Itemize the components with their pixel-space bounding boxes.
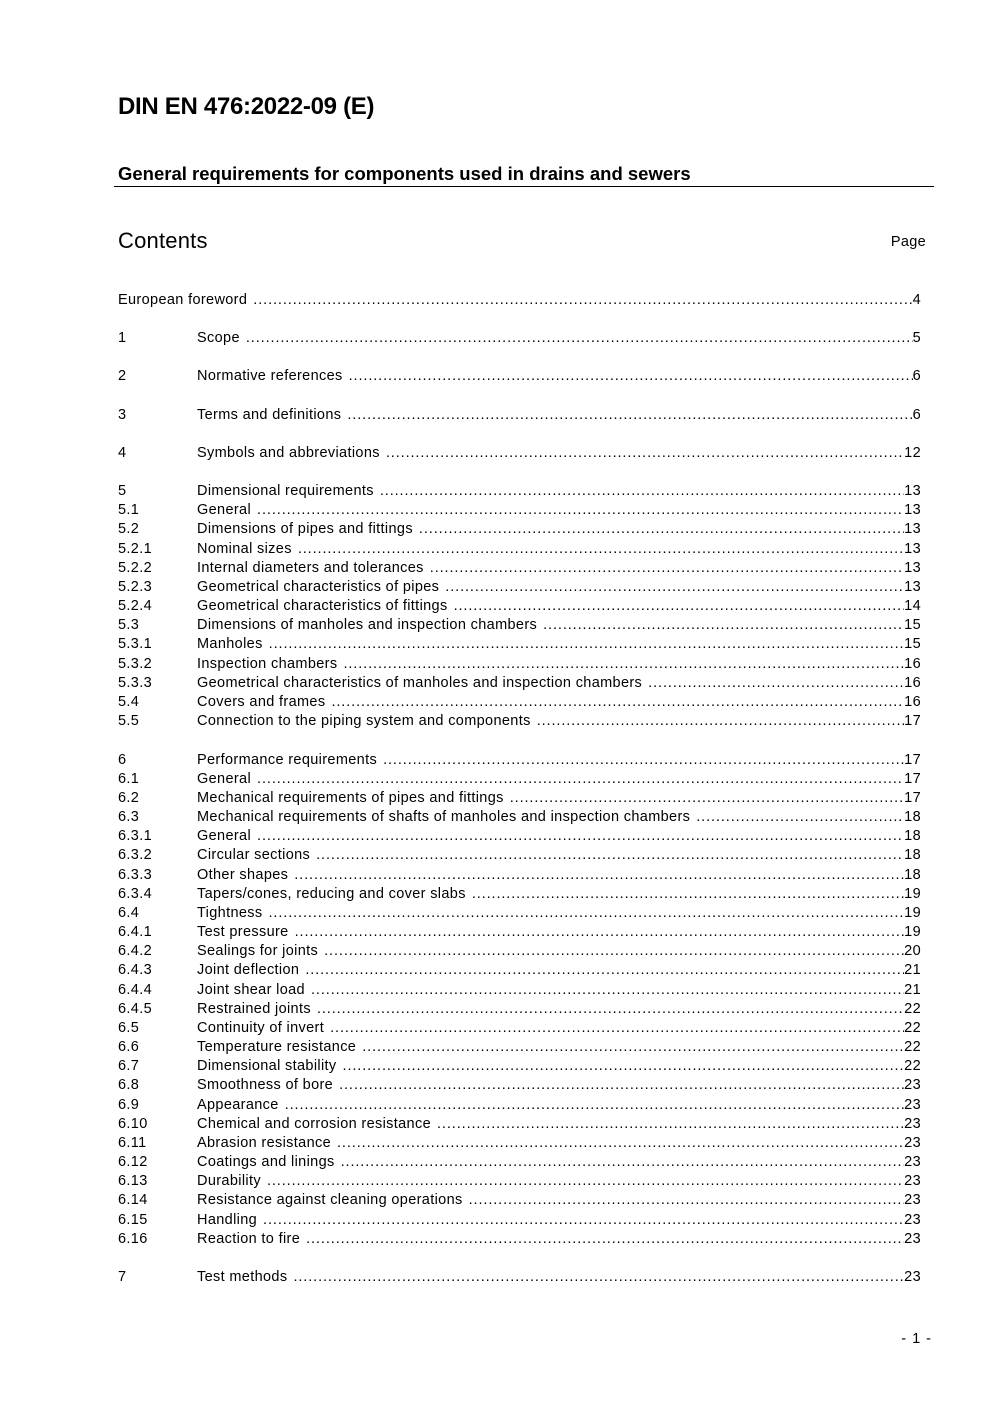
toc-section-title: Temperature resistance [197,1039,357,1055]
toc-page-number: 5 [912,330,921,346]
toc-section-title: Mechanical requirements of shafts of manholes and inspection chambers [197,809,691,825]
toc-dot-leader [269,636,904,652]
toc-section-number: 6.13 [118,1173,148,1189]
toc-section-number: 5.2.4 [118,598,152,614]
toc-page-number: 22 [904,1020,921,1036]
toc-section-title: Coatings and linings [197,1154,335,1170]
toc-section-number: 6.7 [118,1058,140,1074]
toc-page-number: 6 [912,407,921,423]
toc-entry[interactable] [118,656,921,675]
toc-entry[interactable] [118,1077,921,1096]
toc-page-number: 17 [904,790,921,806]
toc-dot-leader [454,598,905,614]
toc-section-number: 6.15 [118,1212,148,1228]
toc-page-number: 19 [904,924,921,940]
toc-entry[interactable] [118,445,921,464]
toc-section-title: Smoothness of bore [197,1077,334,1093]
toc-entry[interactable] [118,502,921,521]
toc-entry[interactable] [118,847,921,866]
toc-section-title: European foreword [118,292,248,308]
toc-section-title: Tapers/cones, reducing and cover slabs [197,886,466,902]
toc-entry[interactable] [118,694,921,713]
toc-section-title: Dimensions of manholes and inspection chambers [197,617,538,633]
toc-page-number: 23 [904,1077,921,1093]
toc-section-number: 6.4.2 [118,943,152,959]
page-number: - 1 - [901,1331,932,1347]
toc-section-number: 6.3 [118,809,140,825]
toc-section-title: General [197,828,252,844]
toc-section-number: 6.3.4 [118,886,152,902]
toc-dot-leader [316,847,904,863]
toc-entry[interactable] [118,617,921,636]
toc-entry[interactable] [118,924,921,943]
toc-entry[interactable] [118,1039,921,1058]
toc-section-number: 6.4.1 [118,924,152,940]
toc-section-number: 4 [118,445,127,461]
toc-dot-leader [267,1173,904,1189]
toc-dot-leader [294,867,904,883]
toc-dot-leader [648,675,904,691]
toc-page-number: 17 [904,713,921,729]
toc-section-number: 5 [118,483,127,499]
toc-dot-leader [330,1020,904,1036]
toc-entry[interactable] [118,1001,921,1020]
document-title: DIN EN 476:2022-09 (E) [118,93,375,120]
toc-dot-leader [472,886,904,902]
toc-entry[interactable] [118,1116,921,1135]
toc-entry[interactable] [118,1058,921,1077]
toc-entry[interactable] [118,1173,921,1192]
toc-dot-leader [257,828,904,844]
toc-section-title: Dimensional requirements [197,483,374,499]
toc-entry[interactable] [118,1135,921,1154]
toc-page-number: 13 [904,541,921,557]
toc-page-number: 23 [904,1192,921,1208]
toc-page-number: 20 [904,943,921,959]
toc-dot-leader [362,1039,904,1055]
toc-section-title: Geometrical characteristics of pipes [197,579,440,595]
toc-dot-leader [268,905,904,921]
title-divider [114,186,934,187]
toc-dot-leader [347,407,912,423]
toc-page-number: 22 [904,1039,921,1055]
toc-entry[interactable] [118,790,921,809]
toc-entry[interactable] [118,1212,921,1231]
toc-section-title: Sealings for joints [197,943,319,959]
toc-page-number: 15 [904,617,921,633]
toc-dot-leader [257,502,904,518]
toc-entry[interactable] [118,521,921,540]
toc-entry[interactable] [118,1020,921,1039]
toc-section-title: Continuity of invert [197,1020,325,1036]
toc-section-title: Restrained joints [197,1001,311,1017]
toc-section-title: Covers and frames [197,694,326,710]
toc-section-number: 6.4.4 [118,982,152,998]
toc-dot-leader [263,1212,904,1228]
toc-section-title: Tightness [197,905,263,921]
toc-dot-leader [386,445,904,461]
toc-section-number: 6.11 [118,1135,147,1151]
toc-section-number: 5.2.3 [118,579,152,595]
toc-section-title: Reaction to fire [197,1231,301,1247]
toc-section-number: 6.2 [118,790,140,806]
toc-page-number: 23 [904,1269,921,1285]
toc-section-title: Terms and definitions [197,407,342,423]
toc-dot-leader [305,962,904,978]
toc-page-number: 23 [904,1097,921,1113]
toc-section-number: 6.3.2 [118,847,152,863]
toc-page-number: 22 [904,1001,921,1017]
toc-section-number: 5.3 [118,617,140,633]
toc-page-number: 13 [904,483,921,499]
toc-entry[interactable] [118,292,921,311]
toc-dot-leader [339,1077,904,1093]
toc-section-title: Test pressure [197,924,289,940]
toc-section-number: 5.2 [118,521,140,537]
toc-entry[interactable] [118,598,921,617]
toc-section-number: 6 [118,752,127,768]
toc-dot-leader [257,771,904,787]
toc-section-number: 6.10 [118,1116,148,1132]
toc-section-number: 5.2.2 [118,560,152,576]
toc-dot-leader [343,1058,905,1074]
toc-dot-leader [696,809,904,825]
toc-page-number: 23 [904,1116,921,1132]
toc-section-number: 6.5 [118,1020,140,1036]
toc-page-number: 21 [904,982,921,998]
toc-page-number: 14 [904,598,921,614]
toc-entry[interactable] [118,1269,921,1288]
toc-section-title: Test methods [197,1269,288,1285]
toc-page-number: 23 [904,1154,921,1170]
toc-section-title: General [197,502,252,518]
toc-section-number: 6.8 [118,1077,140,1093]
toc-entry[interactable] [118,713,921,732]
toc-dot-leader [311,982,904,998]
toc-section-title: Handling [197,1212,258,1228]
toc-section-number: 5.3.2 [118,656,152,672]
toc-section-title: General [197,771,252,787]
toc-dot-leader [380,483,904,499]
toc-section-number: 5.3.3 [118,675,152,691]
toc-entry[interactable] [118,962,921,981]
toc-page-number: 18 [904,867,921,883]
toc-section-title: Other shapes [197,867,289,883]
toc-section-title: Dimensional stability [197,1058,337,1074]
toc-entry[interactable] [118,828,921,847]
toc-page-number: 18 [904,809,921,825]
toc-section-number: 3 [118,407,127,423]
toc-section-title: Joint shear load [197,982,305,998]
toc-section-number: 7 [118,1269,127,1285]
toc-section-number: 6.3.3 [118,867,152,883]
toc-section-number: 6.1 [118,771,140,787]
toc-section-title: Manholes [197,636,263,652]
toc-entry[interactable] [118,867,921,886]
toc-section-title: Durability [197,1173,261,1189]
toc-entry[interactable] [118,407,921,426]
toc-page-number: 21 [904,962,921,978]
toc-section-title: Nominal sizes [197,541,292,557]
toc-entry[interactable] [118,943,921,962]
toc-page-number: 17 [904,771,921,787]
toc-dot-leader [383,752,904,768]
toc-page-number: 16 [904,694,921,710]
toc-dot-leader [246,330,913,346]
toc-section-title: Resistance against cleaning operations [197,1192,463,1208]
toc-section-title: Chemical and corrosion resistance [197,1116,431,1132]
toc-section-title: Appearance [197,1097,279,1113]
toc-page-number: 23 [904,1173,921,1189]
toc-page-number: 19 [904,886,921,902]
toc-page-number: 13 [904,502,921,518]
toc-section-number: 6.3.1 [118,828,152,844]
toc-entry[interactable] [118,368,921,387]
toc-section-title: Inspection chambers [197,656,338,672]
document-subtitle: General requirements for components used in drains and sewers [118,163,691,184]
toc-dot-leader [285,1097,904,1113]
toc-section-number: 5.4 [118,694,140,710]
toc-section-number: 2 [118,368,127,384]
contents-heading: Contents [118,228,208,253]
toc-page-number: 15 [904,636,921,652]
toc-entry[interactable] [118,1231,921,1250]
toc-entry[interactable] [118,771,921,790]
toc-section-number: 5.3.1 [118,636,152,652]
toc-section-title: Normative references [197,368,343,384]
toc-section-number: 5.1 [118,502,140,518]
toc-entry[interactable] [118,675,921,694]
toc-section-title: Joint deflection [197,962,300,978]
toc-section-title: Circular sections [197,847,311,863]
toc-entry[interactable] [118,905,921,924]
toc-entry[interactable] [118,541,921,560]
toc-dot-leader [331,694,904,710]
toc-entry[interactable] [118,579,921,598]
toc-entry[interactable] [118,636,921,655]
toc-page-number: 18 [904,828,921,844]
page-column-label: Page [890,234,926,250]
toc-section-number: 6.4.5 [118,1001,152,1017]
toc-dot-leader [543,617,904,633]
toc-section-title: Mechanical requirements of pipes and fittings [197,790,504,806]
toc-dot-leader [437,1116,904,1132]
toc-dot-leader [253,292,912,308]
toc-section-number: 6.16 [118,1231,148,1247]
toc-page-number: 12 [904,445,921,461]
toc-dot-leader [295,924,905,940]
toc-section-title: Scope [197,330,240,346]
toc-dot-leader [349,368,913,384]
toc-dot-leader [445,579,904,595]
toc-page-number: 23 [904,1212,921,1228]
toc-section-number: 6.4.3 [118,962,152,978]
toc-section-title: Symbols and abbreviations [197,445,380,461]
toc-page-number: 19 [904,905,921,921]
toc-dot-leader [537,713,904,729]
toc-entry[interactable] [118,330,921,349]
toc-section-number: 5.5 [118,713,140,729]
toc-entry[interactable] [118,809,921,828]
toc-section-title: Geometrical characteristics of manholes and inspection chambers [197,675,643,691]
toc-page-number: 22 [904,1058,921,1074]
toc-entry[interactable] [118,560,921,579]
toc-dot-leader [324,943,904,959]
toc-section-number: 6.12 [118,1154,148,1170]
toc-section-title: Abrasion resistance [197,1135,331,1151]
toc-page-number: 16 [904,656,921,672]
toc-page-number: 6 [912,368,921,384]
toc-entry[interactable] [118,982,921,1001]
toc-dot-leader [298,541,904,557]
toc-dot-leader [317,1001,904,1017]
toc-page-number: 13 [904,579,921,595]
toc-section-title: Geometrical characteristics of fittings [197,598,448,614]
toc-page-number: 23 [904,1135,921,1151]
toc-dot-leader [430,560,904,576]
toc-page-number: 13 [904,521,921,537]
toc-section-number: 6.4 [118,905,140,921]
toc-section-number: 6.14 [118,1192,148,1208]
toc-entry[interactable] [118,1192,921,1211]
toc-entry[interactable] [118,1097,921,1116]
toc-dot-leader [341,1154,905,1170]
toc-section-number: 5.2.1 [118,541,152,557]
toc-page-number: 13 [904,560,921,576]
toc-page-number: 23 [904,1231,921,1247]
toc-page-number: 16 [904,675,921,691]
toc-section-number: 1 [118,330,127,346]
toc-page-number: 4 [912,292,921,308]
toc-dot-leader [469,1192,905,1208]
toc-dot-leader [337,1135,904,1151]
toc-section-title: Performance requirements [197,752,378,768]
toc-entry[interactable] [118,483,921,502]
toc-dot-leader [343,656,904,672]
toc-page-number: 17 [904,752,921,768]
toc-entry[interactable] [118,886,921,905]
toc-entry[interactable] [118,752,921,771]
toc-section-title: Internal diameters and tolerances [197,560,424,576]
toc-dot-leader [510,790,904,806]
toc-dot-leader [293,1269,904,1285]
toc-section-title: Dimensions of pipes and fittings [197,521,413,537]
toc-section-title: Connection to the piping system and components [197,713,531,729]
toc-dot-leader [419,521,904,537]
toc-section-number: 6.9 [118,1097,140,1113]
toc-entry[interactable] [118,1154,921,1173]
toc-page-number: 18 [904,847,921,863]
toc-section-number: 6.6 [118,1039,140,1055]
toc-dot-leader [306,1231,904,1247]
